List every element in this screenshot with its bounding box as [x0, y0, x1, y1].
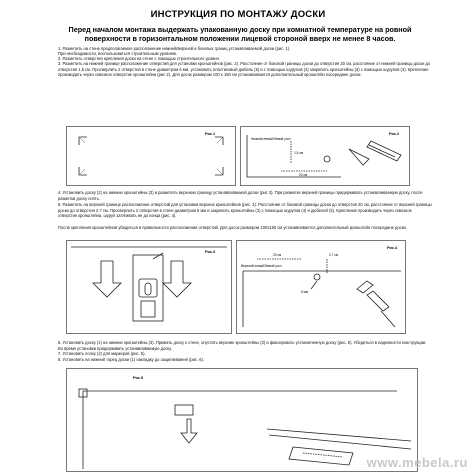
fig3-label: Рис.3: [205, 250, 216, 254]
fig2-label: Рис.2: [389, 132, 400, 136]
step-8-text: 8. Установить на нижний торец доски (1) накладку до защелкивания (рис. 6).: [58, 357, 204, 362]
figure-3-drawing: [67, 241, 231, 333]
fig5-label: Рис.5: [133, 376, 144, 380]
step-1-note: При необходимости, воспользоваться строительным уровнем.: [58, 51, 177, 56]
figure-3: [66, 240, 232, 334]
fig2-corner-label: Нижний левый/Левый угол: [251, 137, 291, 141]
figure-4: [236, 240, 406, 334]
step-2-text: 2. Разметить отверстия крепления доски на стене с помощью строительного уровня.: [58, 56, 220, 61]
fig4-label: Рис.4: [387, 246, 398, 250]
fig2-dim-vertical: 1,5 см: [294, 151, 304, 155]
step-5-note: После крепления кронштейнов убедиться в правильности расположения отверстий. Для досок размером 100х150 см устанавливается дополнительный кронштейн посередине доски.: [58, 225, 407, 230]
step-5-text: 5. Разметить на верхней границе расположение отверстий для установки верхних кронштейнов (рис. 3). Расстояние от боковой границы доски до отверстия 20 см, расстояние от верхней границы доски до отверстия 2,7 см. Просверлить 2 отверстия в стене диаметром 6 мм и закрепить кронштейны (3) с помощью шурупов (4) и дюбелей (5). Крепление производить через сквозное отверстие кронштейна, шуруп затягивать не до конца (рис. 4).: [58, 202, 432, 219]
step-3-text: 3. Разметить на нижней границе расположение отверстий для установки кронштейнов (рис. 2). Расстояние от боковой границы доски до отверстия 20 см, расстояние от нижней границы доски до отверстия 1,5 см. Просверлить 2 отверстия в стене диаметром 6 мм, установить пластиковый дюбель (5) и с помощью шурупов (4) закрепить кронштейны (3) с помощью шурупов (4). Крепление производить через сквозное отверстие кронштейна (рис 2). Для досок размером 100 х 150 см устанавливается дополнительный кронштейн посередине доски.: [58, 61, 431, 78]
page-title: ИНСТРУКЦИЯ ПО МОНТАЖУ ДОСКИ: [150, 9, 326, 20]
fig4-dim-vertical: 2,7 см: [329, 253, 339, 257]
fig4-hole-label: 6 мм: [301, 290, 309, 294]
figure-1: [66, 126, 236, 186]
step-4-text: 4. Установить доску (2) на нижние кронштейны (3) и разметить верхнюю границу устанавливаемой доски (рис 3). При разметке верхней границы придерживать устанавливаемую доску, после разметки доску снять.: [58, 190, 423, 201]
watermark: www.mebela.ru: [366, 455, 468, 470]
fig1-label: Рис.1: [205, 132, 216, 136]
figure-2: [240, 126, 410, 186]
fig4-dim-horizontal: 20 см: [273, 253, 282, 257]
figure-5-drawing: [67, 369, 417, 471]
fig2-dim-horizontal: 20 см: [299, 173, 308, 177]
figure-1-drawing: [67, 127, 235, 185]
step-6-text: 6. Установить доску (1) на нижние кронштейны (3). Прижать доску к стене, опустить верхние кронштейны (3) и фиксировать установленную доску (рис. 5). Убедиться в надежности конструкции. Во время установки придерживать устанавливаемую доску.: [58, 340, 427, 351]
figure-2-drawing: [241, 127, 409, 185]
step-1-text: 1. Разметить на стене предполагаемое расположение нижней/верхней и боковых границ устанавливаемой доски (рис. 1).: [58, 46, 291, 51]
figure-4-drawing: [237, 241, 405, 333]
figure-5: [66, 368, 418, 472]
lead-paragraph: Перед началом монтажа выдержать упакованную доску при комнатной температуре на ровной поверхности в горизонтальном положении лицевой стороной вверх не менее 8 часов.: [68, 25, 412, 43]
fig4-corner-label: Верхний левый/Левый угол: [241, 264, 282, 268]
step-7-text: 7. Установить полку (2) для маркеров (рис. 5).: [58, 351, 146, 356]
